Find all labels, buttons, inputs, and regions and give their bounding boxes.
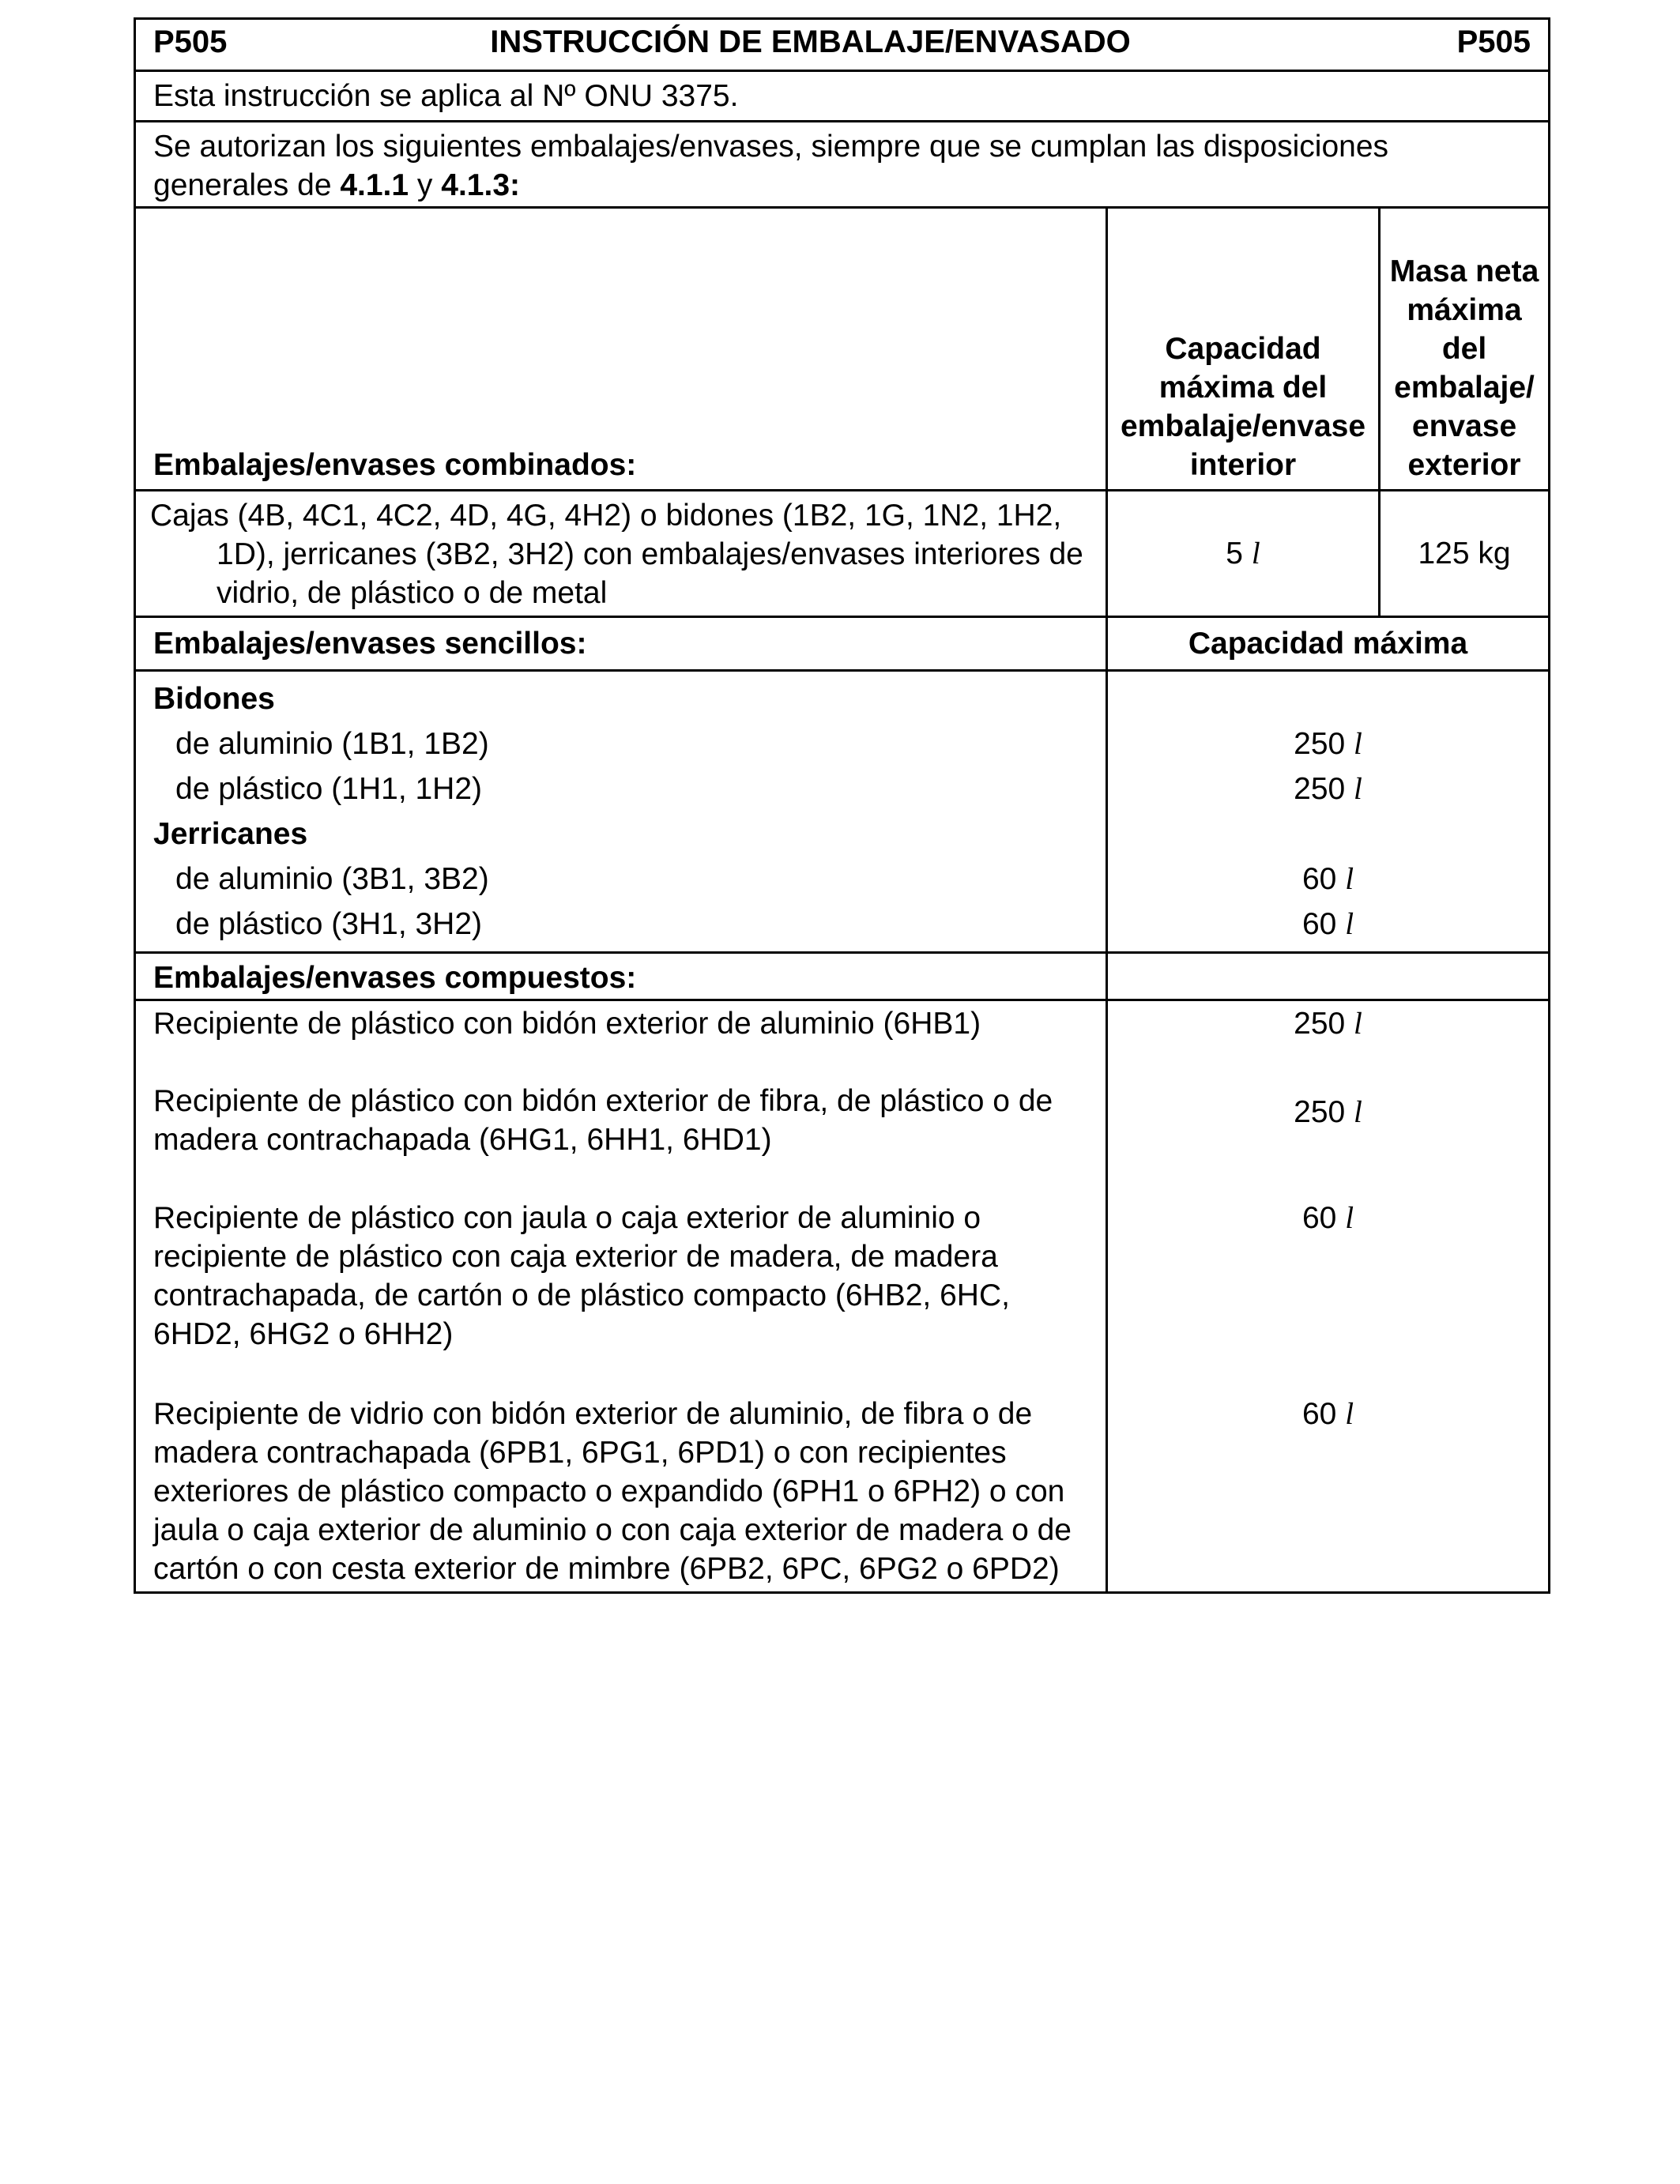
single-heading: Embalajes/envases sencillos: xyxy=(135,617,1107,671)
reference-4-1-1: 4.1.1 xyxy=(340,168,409,202)
single-data-row xyxy=(135,671,1550,953)
combined-header-row xyxy=(135,208,1550,491)
combined-packaging-description: Cajas (4B, 4C1, 4C2, 4D, 4G, 4H2) o bidones (1B2, 1G, 1N2, 1H2, 1D), jerricanes (3B2, 3H2) con embalajes/envases interiores de vidrio, de plástico o de metal xyxy=(135,491,1107,617)
group-heading-drums: Bidones xyxy=(153,682,275,716)
composite-data-row xyxy=(135,1000,1550,1593)
authorization-row xyxy=(135,122,1550,208)
single-packaging-list xyxy=(135,671,1107,953)
list-item: de aluminio (1B1, 1B2) xyxy=(175,727,489,761)
capacity-value: 60 l xyxy=(1301,862,1354,896)
title-bar xyxy=(153,23,1531,62)
list-item: de plástico (1H1, 1H2) xyxy=(175,772,483,806)
authorization-connector: y xyxy=(409,168,442,202)
composite-item: Recipiente de vidrio con bidón exterior de aluminio, de fibra o de madera contrachapada (6PB1, 6PG1, 6PD1) o con recipientes exteriores de plástico compacto o expandido (6PH1 o 6PH2) o con jaula o caja exterior de aluminio o con caja exterior de madera o de cartón o con cesta exterior de mimbre (6PB2, 6PC, 6PG2 o 6PD2) xyxy=(153,1397,1072,1586)
composite-item: Recipiente de plástico con bidón exterior de fibra, de plástico o de madera contrachapada (6HG1, 6HH1, 6HD1) xyxy=(153,1084,1053,1157)
reference-4-1-3: 4.1.3: xyxy=(441,168,520,202)
composite-item: Recipiente de plástico con jaula o caja exterior de aluminio o recipiente de plástico con caja exterior de madera, de madera contrachapada, de cartón o de plástico compacto (6HB2, 6HC, 6HD2, 6HG2 o 6HH2) xyxy=(153,1201,1010,1351)
authorization-sentence: Se autorizan los siguientes embalajes/envases, siempre que se cumplan las disposiciones generales de xyxy=(153,130,1389,202)
composite-capacity-header-empty xyxy=(1107,953,1550,1000)
capacity-value: 250 l xyxy=(1294,727,1362,761)
scope-row xyxy=(135,71,1550,122)
instruction-code-right: P505 xyxy=(1456,24,1531,59)
packing-instruction-document xyxy=(134,17,1548,1594)
capacity-value: 250 l xyxy=(1294,1095,1362,1129)
composite-heading: Embalajes/envases compuestos: xyxy=(135,953,1107,1000)
combined-data-row xyxy=(135,491,1550,617)
scope-text: Esta instrucción se aplica al Nº ONU 3375. xyxy=(135,71,1550,122)
group-heading-jerricans: Jerricanes xyxy=(153,817,308,851)
authorization-text xyxy=(135,122,1550,208)
combined-inner-value: 5 xyxy=(1226,537,1243,570)
composite-header-row xyxy=(135,953,1550,1000)
list-item: de aluminio (3B1, 3B2) xyxy=(175,862,489,896)
instruction-title: INSTRUCCIÓN DE EMBALAJE/ENVASADO xyxy=(490,24,1131,59)
capacity-value: 60 l xyxy=(1301,1397,1354,1431)
capacity-value: 250 l xyxy=(1294,1007,1362,1041)
list-item: de plástico (3H1, 3H2) xyxy=(175,907,483,941)
capacity-value: 250 l xyxy=(1294,772,1362,806)
combined-heading: Embalajes/envases combinados: xyxy=(135,208,1107,491)
single-capacity-list xyxy=(1107,671,1550,953)
composite-capacity-list xyxy=(1107,1000,1550,1593)
packing-instruction-table xyxy=(134,17,1550,1594)
single-capacity-column: Capacidad máxima xyxy=(1107,617,1550,671)
capacity-value: 60 l xyxy=(1301,907,1354,941)
column-inner-capacity: Capacidad máxima del embalaje/envase interior xyxy=(1107,208,1380,491)
combined-outer-mass: 125 kg xyxy=(1380,491,1550,617)
title-row xyxy=(135,19,1550,71)
litre-unit: l xyxy=(1251,537,1260,570)
combined-inner-capacity xyxy=(1107,491,1380,617)
capacity-value: 60 l xyxy=(1301,1201,1354,1235)
instruction-code-left: P505 xyxy=(153,24,228,59)
composite-item: Recipiente de plástico con bidón exterior de aluminio (6HB1) xyxy=(153,1007,981,1041)
composite-packaging-list xyxy=(135,1000,1107,1593)
single-header-row xyxy=(135,617,1550,671)
column-outer-net-mass: Masa neta máxima del embalaje/ envase exterior xyxy=(1380,208,1550,491)
